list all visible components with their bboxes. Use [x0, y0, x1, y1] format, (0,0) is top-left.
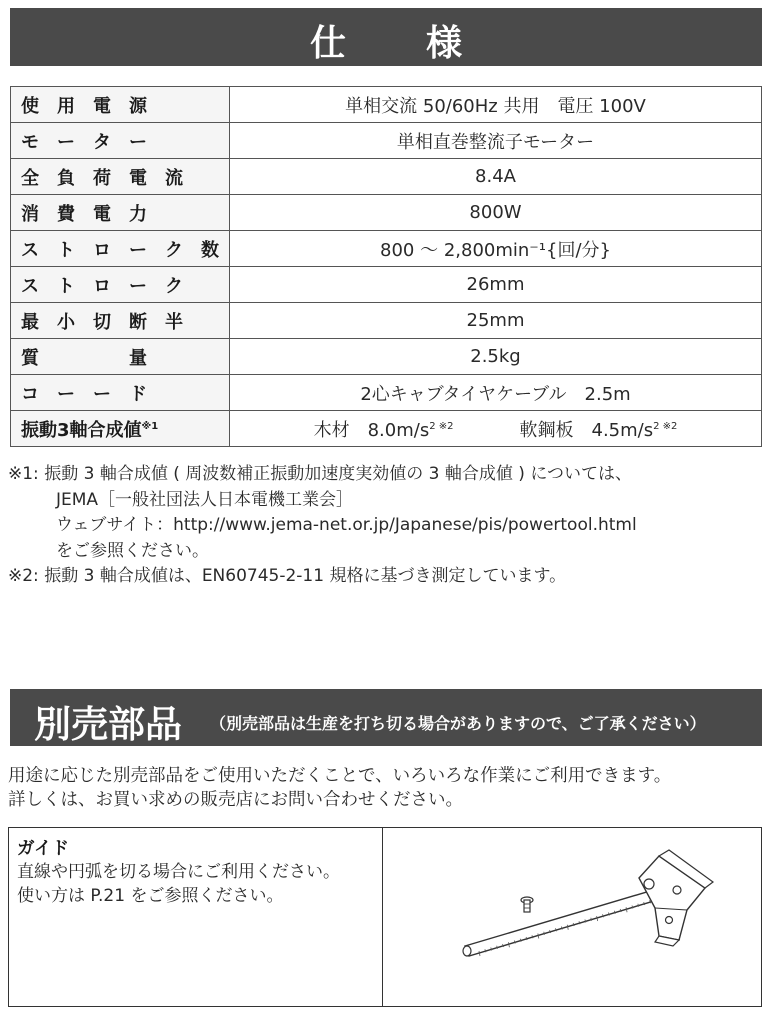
spec-label: ス ト ロ ー ク	[11, 267, 230, 303]
spec-row	[11, 231, 762, 267]
spec-value: 8.4A	[230, 159, 762, 195]
spec-row	[11, 267, 762, 303]
guide-bracket	[639, 850, 713, 946]
parts-intro	[8, 764, 671, 812]
spec-label-vibration: 振動3軸合成値$^{※1}$	[11, 411, 230, 447]
screw-icon	[521, 897, 533, 912]
spec-value: 単相交流 50/60Hz 共用 電圧 100V	[230, 87, 762, 123]
spec-label: 質 量	[11, 339, 230, 375]
spec-value: 800 〜 2,800min⁻¹{回/分}	[230, 231, 762, 267]
intro-line: 用途に応じた別売部品をご使用いただくことで、いろいろな作業にご利用できます。	[8, 766, 672, 786]
spec-label: モ ー タ ー	[11, 123, 230, 159]
spec-value: 2心キャブタイヤケーブル 2.5m	[230, 375, 762, 411]
spec-label: 使 用 電 源	[11, 87, 230, 123]
intro-line: 詳しくは、お買い求めの販売店にお問い合わせください。	[8, 790, 463, 810]
guide-box	[8, 827, 762, 1007]
footnote-line: をご参照ください。	[56, 540, 209, 561]
spec-value: 25mm	[230, 303, 762, 339]
guide-illustration	[387, 828, 759, 1006]
spec-label: 最 小 切 断 半	[11, 303, 230, 339]
spec-row	[11, 303, 762, 339]
spec-value-vibration	[230, 411, 762, 447]
spec-row	[11, 339, 762, 375]
spec-title: 仕 様	[309, 23, 484, 64]
footnotes	[8, 462, 763, 590]
spec-row-vibration	[11, 411, 762, 447]
spec-row	[11, 123, 762, 159]
guide-desc-line: 直線や円弧を切る場合にご利用ください。	[17, 862, 340, 882]
spec-value: 2.5kg	[230, 339, 762, 375]
spec-label: ス ト ロ ー ク 数	[11, 231, 230, 267]
guide-name: ガイド	[17, 839, 69, 859]
spec-value: 800W	[230, 195, 762, 231]
footnote-line: ※2: 振動 3 軸合成値は、EN60745-2-11 規格に基づき測定しています。	[8, 566, 567, 586]
vibration-wood: 木材 $8.0m/s^{2 ※2}$	[313, 419, 454, 441]
spec-label: 消 費 電 力	[11, 195, 230, 231]
footnote-line: JEMA［一般社団法人日本電機工業会］	[56, 489, 354, 510]
spec-row	[11, 195, 762, 231]
guide-desc-line: 使い方は P.21 をご参照ください。	[17, 886, 284, 906]
guide-text	[9, 828, 383, 1006]
spec-table	[10, 86, 762, 447]
spec-row	[11, 87, 762, 123]
vibration-steel: 軟鋼板 $4.5m/s^{2 ※2}$	[519, 419, 678, 441]
parts-title: 別売部品	[34, 703, 182, 746]
spec-value: 26mm	[230, 267, 762, 303]
parts-header	[10, 689, 762, 746]
spec-value: 単相直巻整流子モーター	[230, 123, 762, 159]
spec-label: コ ー ー ド	[11, 375, 230, 411]
spec-row	[11, 375, 762, 411]
guide-ruler-icon	[387, 828, 759, 1006]
footnote-line: ※1: 振動 3 軸合成値 ( 周波数補正振動加速度実効値の 3 軸合成値 ) については、	[8, 464, 632, 484]
footnote-line: ウェブサイト：http://www.jema-net.or.jp/Japanese/pis/powertool.html	[56, 515, 637, 535]
spec-row	[11, 159, 762, 195]
spec-label: 全 負 荷 電 流	[11, 159, 230, 195]
parts-note: （別売部品は生産を打ち切る場合がありますので、ご了承ください）	[210, 714, 706, 733]
spec-header	[10, 8, 762, 66]
